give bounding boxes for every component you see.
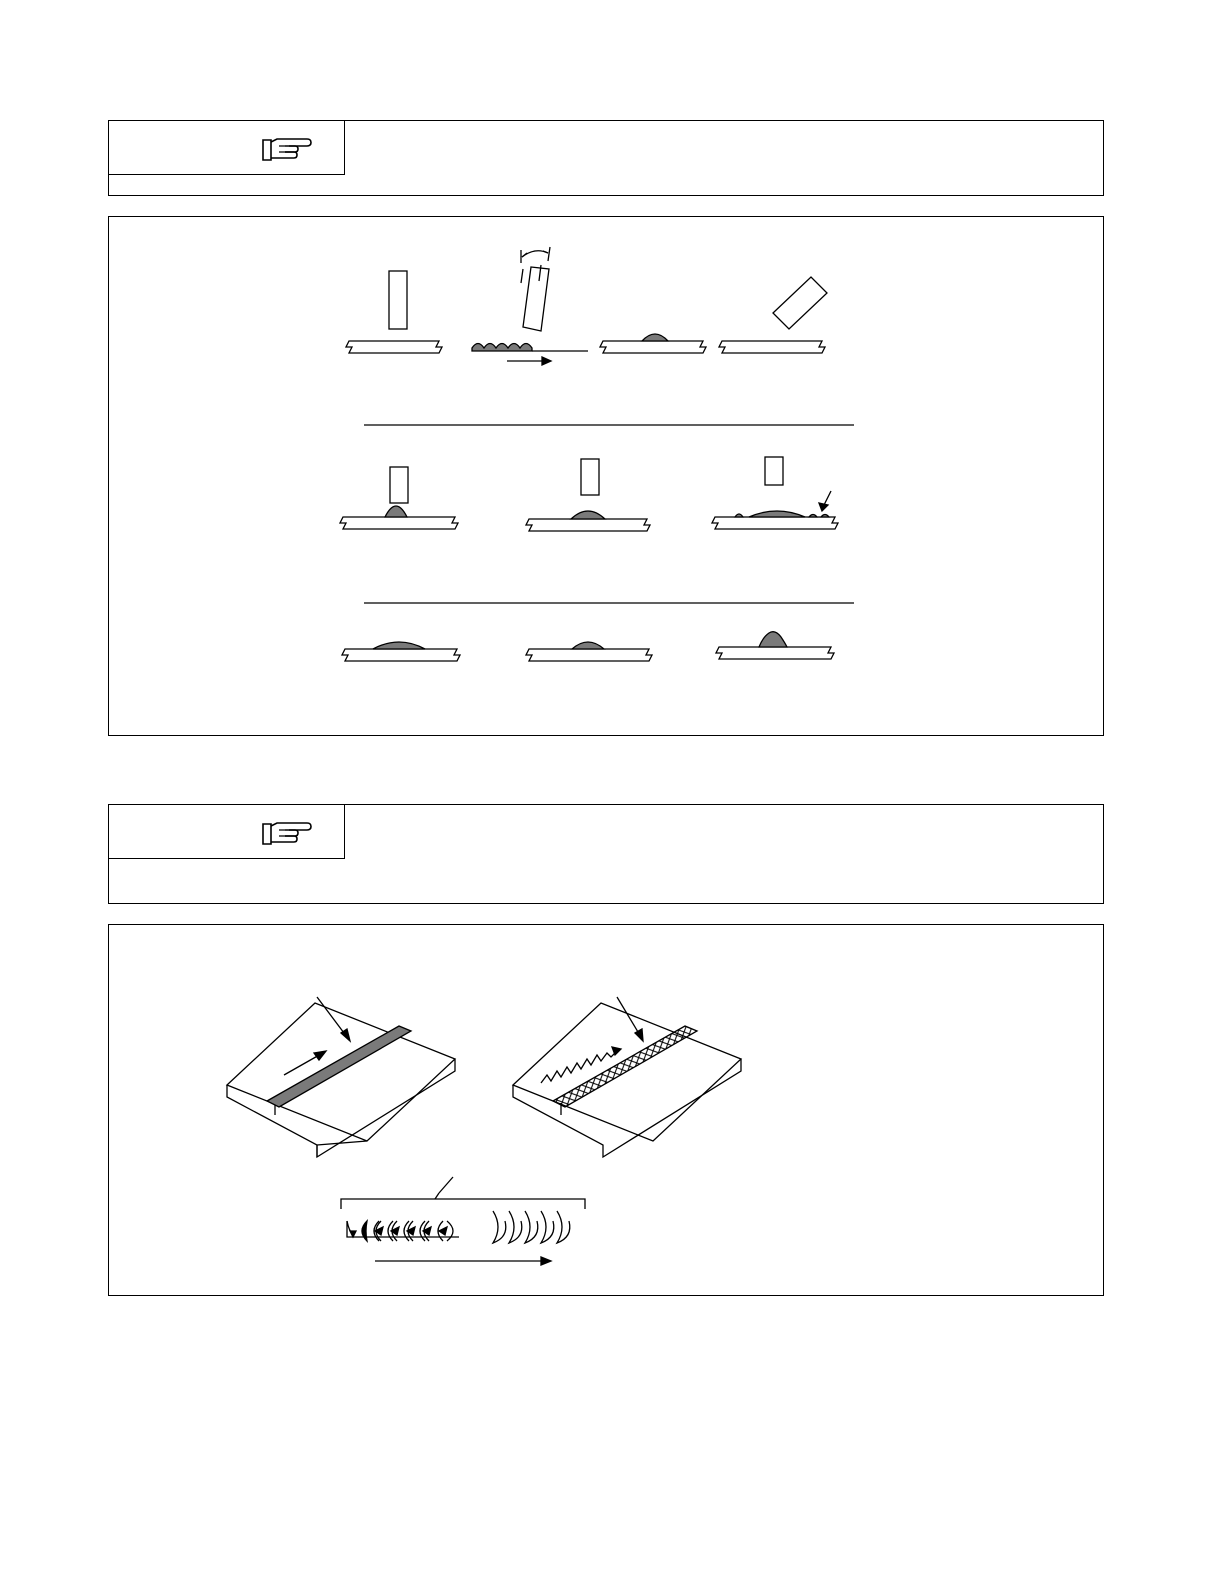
plate-2c [712, 457, 838, 529]
stringer-bead-plate [227, 997, 455, 1157]
plate-2b [526, 459, 650, 531]
weave-motion-detail [341, 1177, 585, 1265]
note-label-tab [109, 121, 345, 175]
note-box-1 [108, 120, 1104, 196]
stringer-and-weave-bead-diagrams [109, 925, 1105, 1297]
weld-bead-technique-diagrams [109, 217, 1105, 737]
pointing-hand-icon [261, 819, 313, 847]
pointing-hand-icon [261, 135, 313, 163]
figure-box-1 [108, 216, 1104, 736]
plate-3c [716, 632, 834, 659]
plate-1d [719, 277, 827, 353]
weave-bead-plate [513, 997, 741, 1157]
plate-3b [526, 642, 652, 661]
plate-3a [342, 642, 460, 661]
plate-1c [600, 334, 706, 353]
figure-box-2 [108, 924, 1104, 1296]
plate-2a [340, 467, 458, 529]
note-box-2 [108, 804, 1104, 904]
plate-1a [346, 271, 442, 353]
note-label-tab [109, 805, 345, 859]
plate-1b [472, 247, 588, 365]
